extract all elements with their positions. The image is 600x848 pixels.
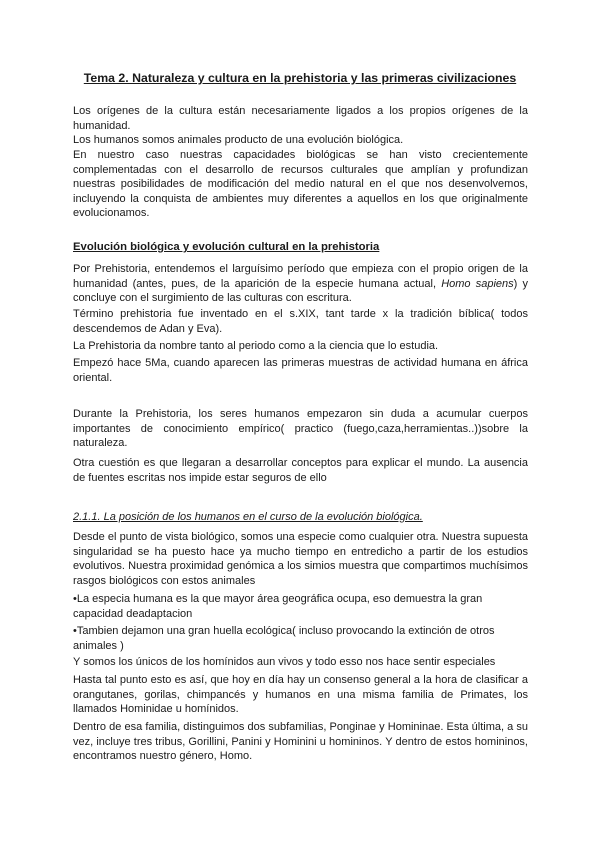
section2-bullet-1: •La especia humana es la que mayor área geográfica ocupa, eso demuestra la gran capacidad deadaptacion xyxy=(73,593,483,620)
document-title: Tema 2. Naturaleza y cultura en la prehistoria y las primeras civilizaciones xyxy=(83,71,517,85)
section1-paragraph-3: La Prehistoria da nombre tanto al periodo como a la ciencia que lo estudia. xyxy=(73,340,439,352)
section1-paragraph-6: Otra cuestión es que llegaran a desarrollar conceptos para explicar el mundo. La ausencia de fuentes escritas nos impide estar seguros de ello xyxy=(73,457,528,484)
section1-paragraph-4: Empezó hace 5Ma, cuando aparecen las primeras muestras de actividad humana en áfrica oriental. xyxy=(73,357,528,384)
subsection-heading-posicion: 2.1.1. La posición de los humanos en el curso de la evolución biológica. xyxy=(73,511,423,523)
intro-paragraph-2: Los humanos somos animales producto de una evolución biológica. xyxy=(73,134,404,146)
section1-paragraph-5: Durante la Prehistoria, los seres humanos empezaron sin duda a acumular cuerpos importantes de conocimiento empírico( practico (fuego,caza,herramientas..))sobre la naturaleza. xyxy=(73,408,528,450)
section2-paragraph-1: Desde el punto de vista biológico, somos una especie como cualquier otra. Nuestra supuesta singularidad se ha puesto hace ya mucho tiempo en entredicho a partir de los estudios evolutivos. Nuestra proximidad genómica a los simios muestra que compartimos muchísimos rasgos biológicos con estos animales xyxy=(73,531,528,587)
intro-paragraph-3: En nuestro caso nuestras capacidades biológicas se han visto crecientemente complementadas con el desarrollo de recursos culturales que amplían y profundizan nuestras posibilidades de modificación del medio natural en el que nos desenvolvemos, incluyendo la conquista de ambientes muy diferentes a aquellos en los que originalmente evolucionamos. xyxy=(73,149,528,220)
section2-paragraph-3: Hasta tal punto esto es así, que hoy en día hay un consenso general a la hora de clasificar a orangutanes, gorilas, chimpancés y humanos en una misma familia de Primates, los llamados Hominidae u homínidos. xyxy=(73,674,528,716)
section2-bullet-2: •Tambien dejamon una gran huella ecológica( incluso provocando la extinción de otros animales ) xyxy=(73,625,495,652)
section-heading-evolucion: Evolución biológica y evolución cultural en la prehistoria xyxy=(73,241,380,253)
section2-paragraph-2: Y somos los únicos de los homínidos aun vivos y todo esso nos hace sentir especiales xyxy=(73,656,496,668)
section1-paragraph-1 xyxy=(73,262,528,306)
section1-p1-text-b: ) y concluye con el surgimiento de las culturas con escritura. xyxy=(73,277,528,305)
section1-paragraph-2: Término prehistoria fue inventado en el s.XIX, tant tarde x la tradición bíblica( todos descendemos de Adan y Eva). xyxy=(73,308,528,335)
section1-p1-italic: Homo sapiens xyxy=(441,277,514,290)
intro-paragraph-1: Los orígenes de la cultura están necesariamente ligados a los propios orígenes de la humanidad. xyxy=(73,105,528,132)
section1-p1-text-a: Por Prehistoria, entendemos el larguísimo período que empieza con el propio origen de la humanidad (antes, pues, de la aparición de la especie humana actual, xyxy=(73,263,528,290)
section2-paragraph-4: Dentro de esa familia, distinguimos dos subfamilias, Ponginae y Homininae. Esta última, a su vez, incluye tres tribus, Gorillini, Panini y Hominini u homininos. Y dentro de estos homininos, encontramos nuestro género, Homo. xyxy=(73,721,528,763)
